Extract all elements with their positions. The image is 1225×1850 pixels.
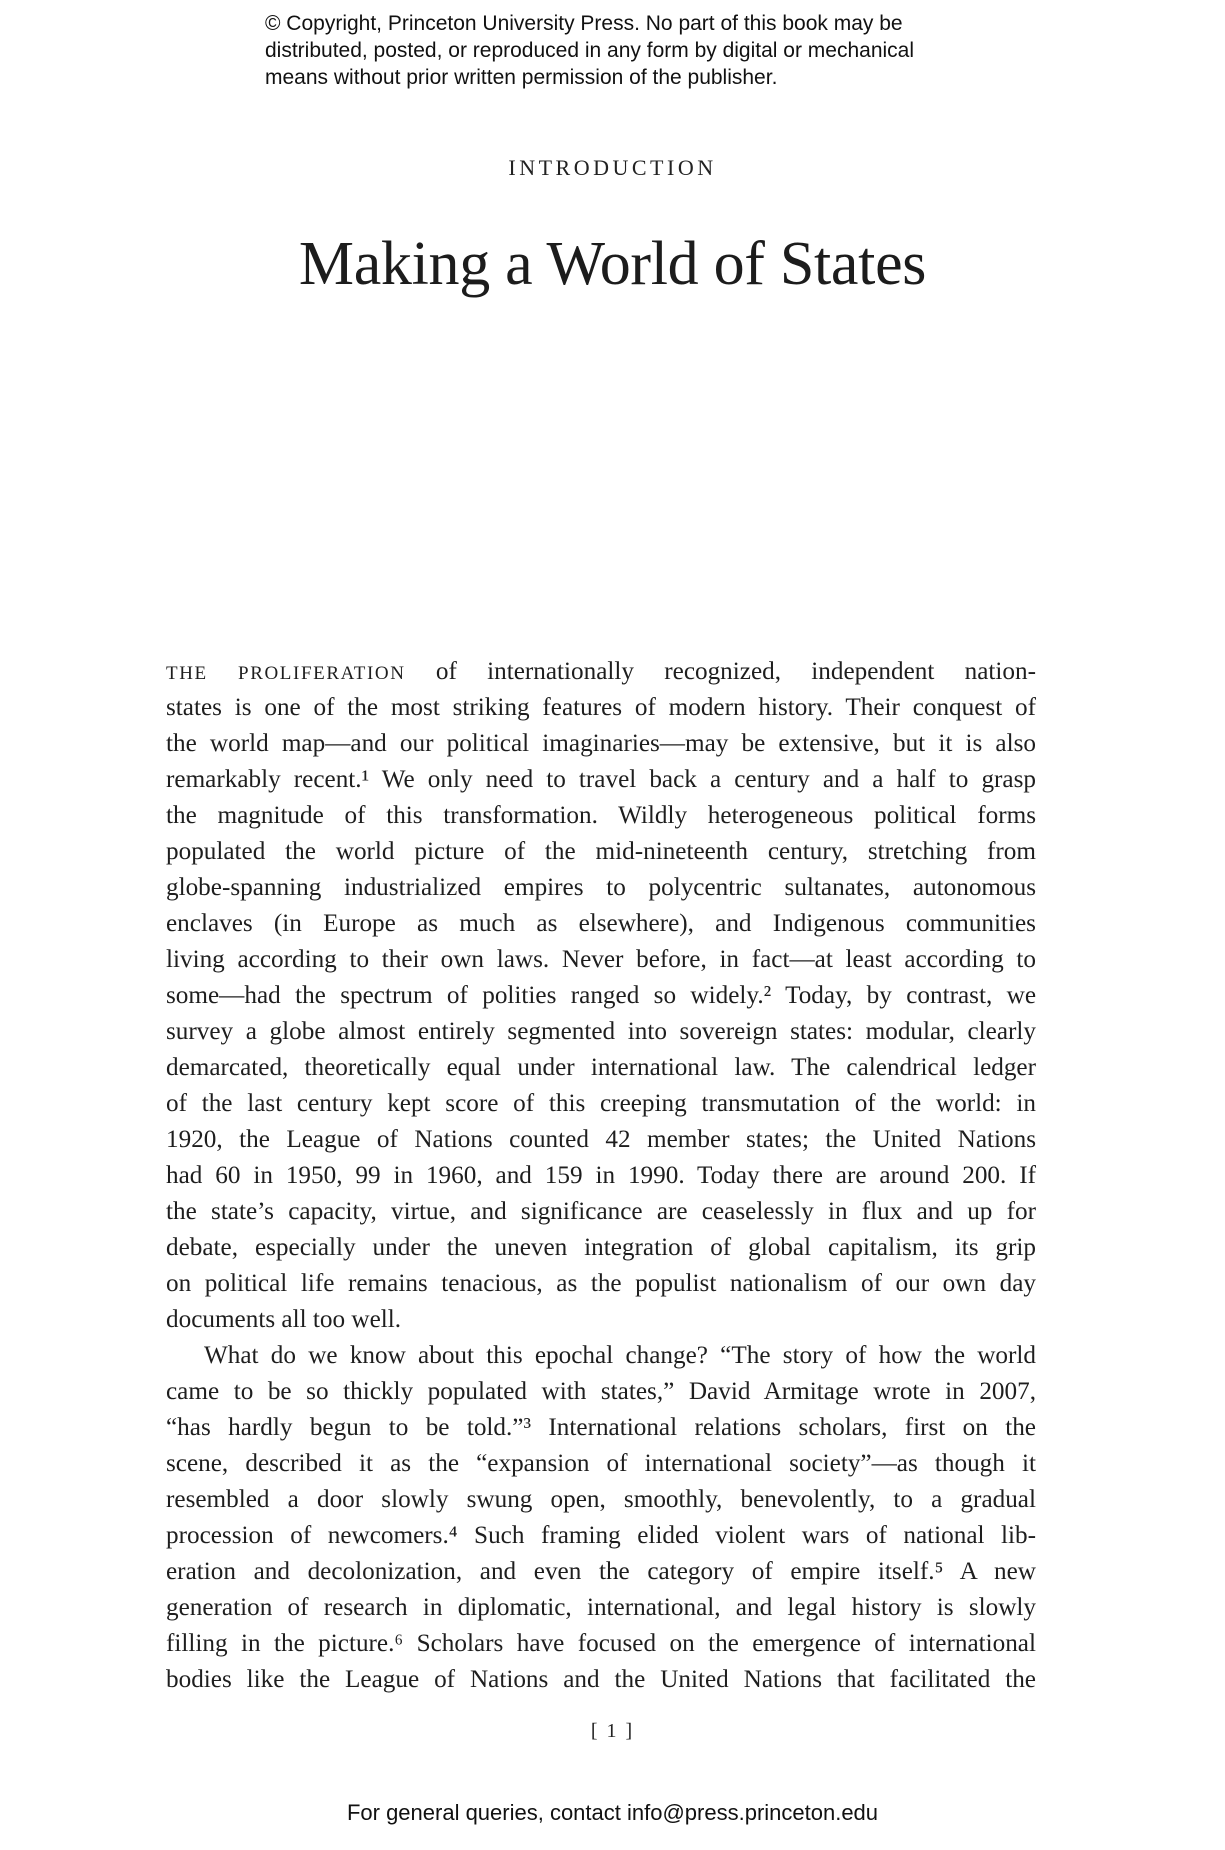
- text-line: living according to their own laws. Never before, in fact—at least according to: [166, 946, 1036, 973]
- text-line: generation of research in diplomatic, international, and legal history is slowly: [166, 1594, 1036, 1621]
- text-line: survey a globe almost entirely segmented into sovereign states: modular, clearly: [166, 1018, 1036, 1045]
- text-line: resembled a door slowly swung open, smoothly, benevolently, to a gradual: [166, 1486, 1036, 1513]
- text-line: of the last century kept score of this creeping transmutation of the world: in: [166, 1090, 1036, 1117]
- text-line: some—had the spectrum of polities ranged so widely.² Today, by contrast, we: [166, 982, 1036, 1009]
- footer-contact: For general queries, contact info@press.princeton.edu: [346, 1800, 879, 1825]
- text-line: 1920, the League of Nations counted 42 member states; the United Nations: [166, 1126, 1036, 1153]
- text-line: remarkably recent.¹ We only need to travel back a century and a half to grasp: [166, 766, 1036, 793]
- text-line: procession of newcomers.⁴ Such framing elided violent wars of national lib-: [166, 1522, 1036, 1549]
- text-line: globe-spanning industrialized empires to polycentric sultanates, autonomous: [166, 874, 1036, 901]
- paragraph-1: [166, 654, 1036, 1338]
- lead-in-small-caps: THE PROLIFERATION: [166, 663, 406, 684]
- copyright-line: means without prior written permission of the publisher.: [265, 66, 778, 89]
- text-line: on political life remains tenacious, as the populist nationalism of our own day: [166, 1270, 1036, 1297]
- chapter-title: Making a World of States: [298, 230, 927, 298]
- copyright-notice: [265, 10, 1025, 91]
- body-text: [166, 654, 1036, 1698]
- text-line: the world map—and our political imaginaries—may be extensive, but it is also: [166, 730, 1036, 757]
- text-line: eration and decolonization, and even the category of empire itself.⁵ A new: [166, 1558, 1036, 1585]
- text-line: the magnitude of this transformation. Wildly heterogeneous political forms: [166, 802, 1036, 829]
- text-line: scene, described it as the “expansion of international society”—as though it: [166, 1450, 1036, 1477]
- text-line: had 60 in 1950, 99 in 1960, and 159 in 1990. Today there are around 200. If: [166, 1162, 1036, 1189]
- text-line: populated the world picture of the mid-nineteenth century, stretching from: [166, 838, 1036, 865]
- text-line: filling in the picture.⁶ Scholars have focused on the emergence of international: [166, 1630, 1036, 1657]
- text-line: demarcated, theoretically equal under international law. The calendrical ledger: [166, 1054, 1036, 1081]
- text-line: What do we know about this epochal change? “The story of how the world: [204, 1342, 1036, 1369]
- copyright-line: © Copyright, Princeton University Press. No part of this book may be: [265, 12, 903, 35]
- paragraph-2: [166, 1338, 1036, 1698]
- text-line-content: of internationally recognized, independent nation-: [405, 658, 1036, 685]
- text-line: “has hardly begun to be told.”³ International relations scholars, first on the: [166, 1414, 1036, 1441]
- text-line: documents all too well.: [166, 1306, 402, 1333]
- text-line: the state’s capacity, virtue, and significance are ceaselessly in flux and up for: [166, 1198, 1036, 1225]
- chapter-label: INTRODUCTION: [508, 155, 717, 180]
- text-line: states is one of the most striking features of modern history. Their conquest of: [166, 694, 1036, 721]
- text-line: debate, especially under the uneven integration of global capitalism, its grip: [166, 1234, 1036, 1261]
- text-line: came to be so thickly populated with states,” David Armitage wrote in 2007,: [166, 1378, 1036, 1405]
- page-number: [ 1 ]: [590, 1720, 635, 1742]
- copyright-line: distributed, posted, or reproduced in any form by digital or mechanical: [265, 39, 915, 62]
- text-line: enclaves (in Europe as much as elsewhere), and Indigenous communities: [166, 910, 1036, 937]
- text-line: bodies like the League of Nations and the United Nations that facilitated the: [166, 1666, 1036, 1693]
- text-line: [166, 654, 1036, 690]
